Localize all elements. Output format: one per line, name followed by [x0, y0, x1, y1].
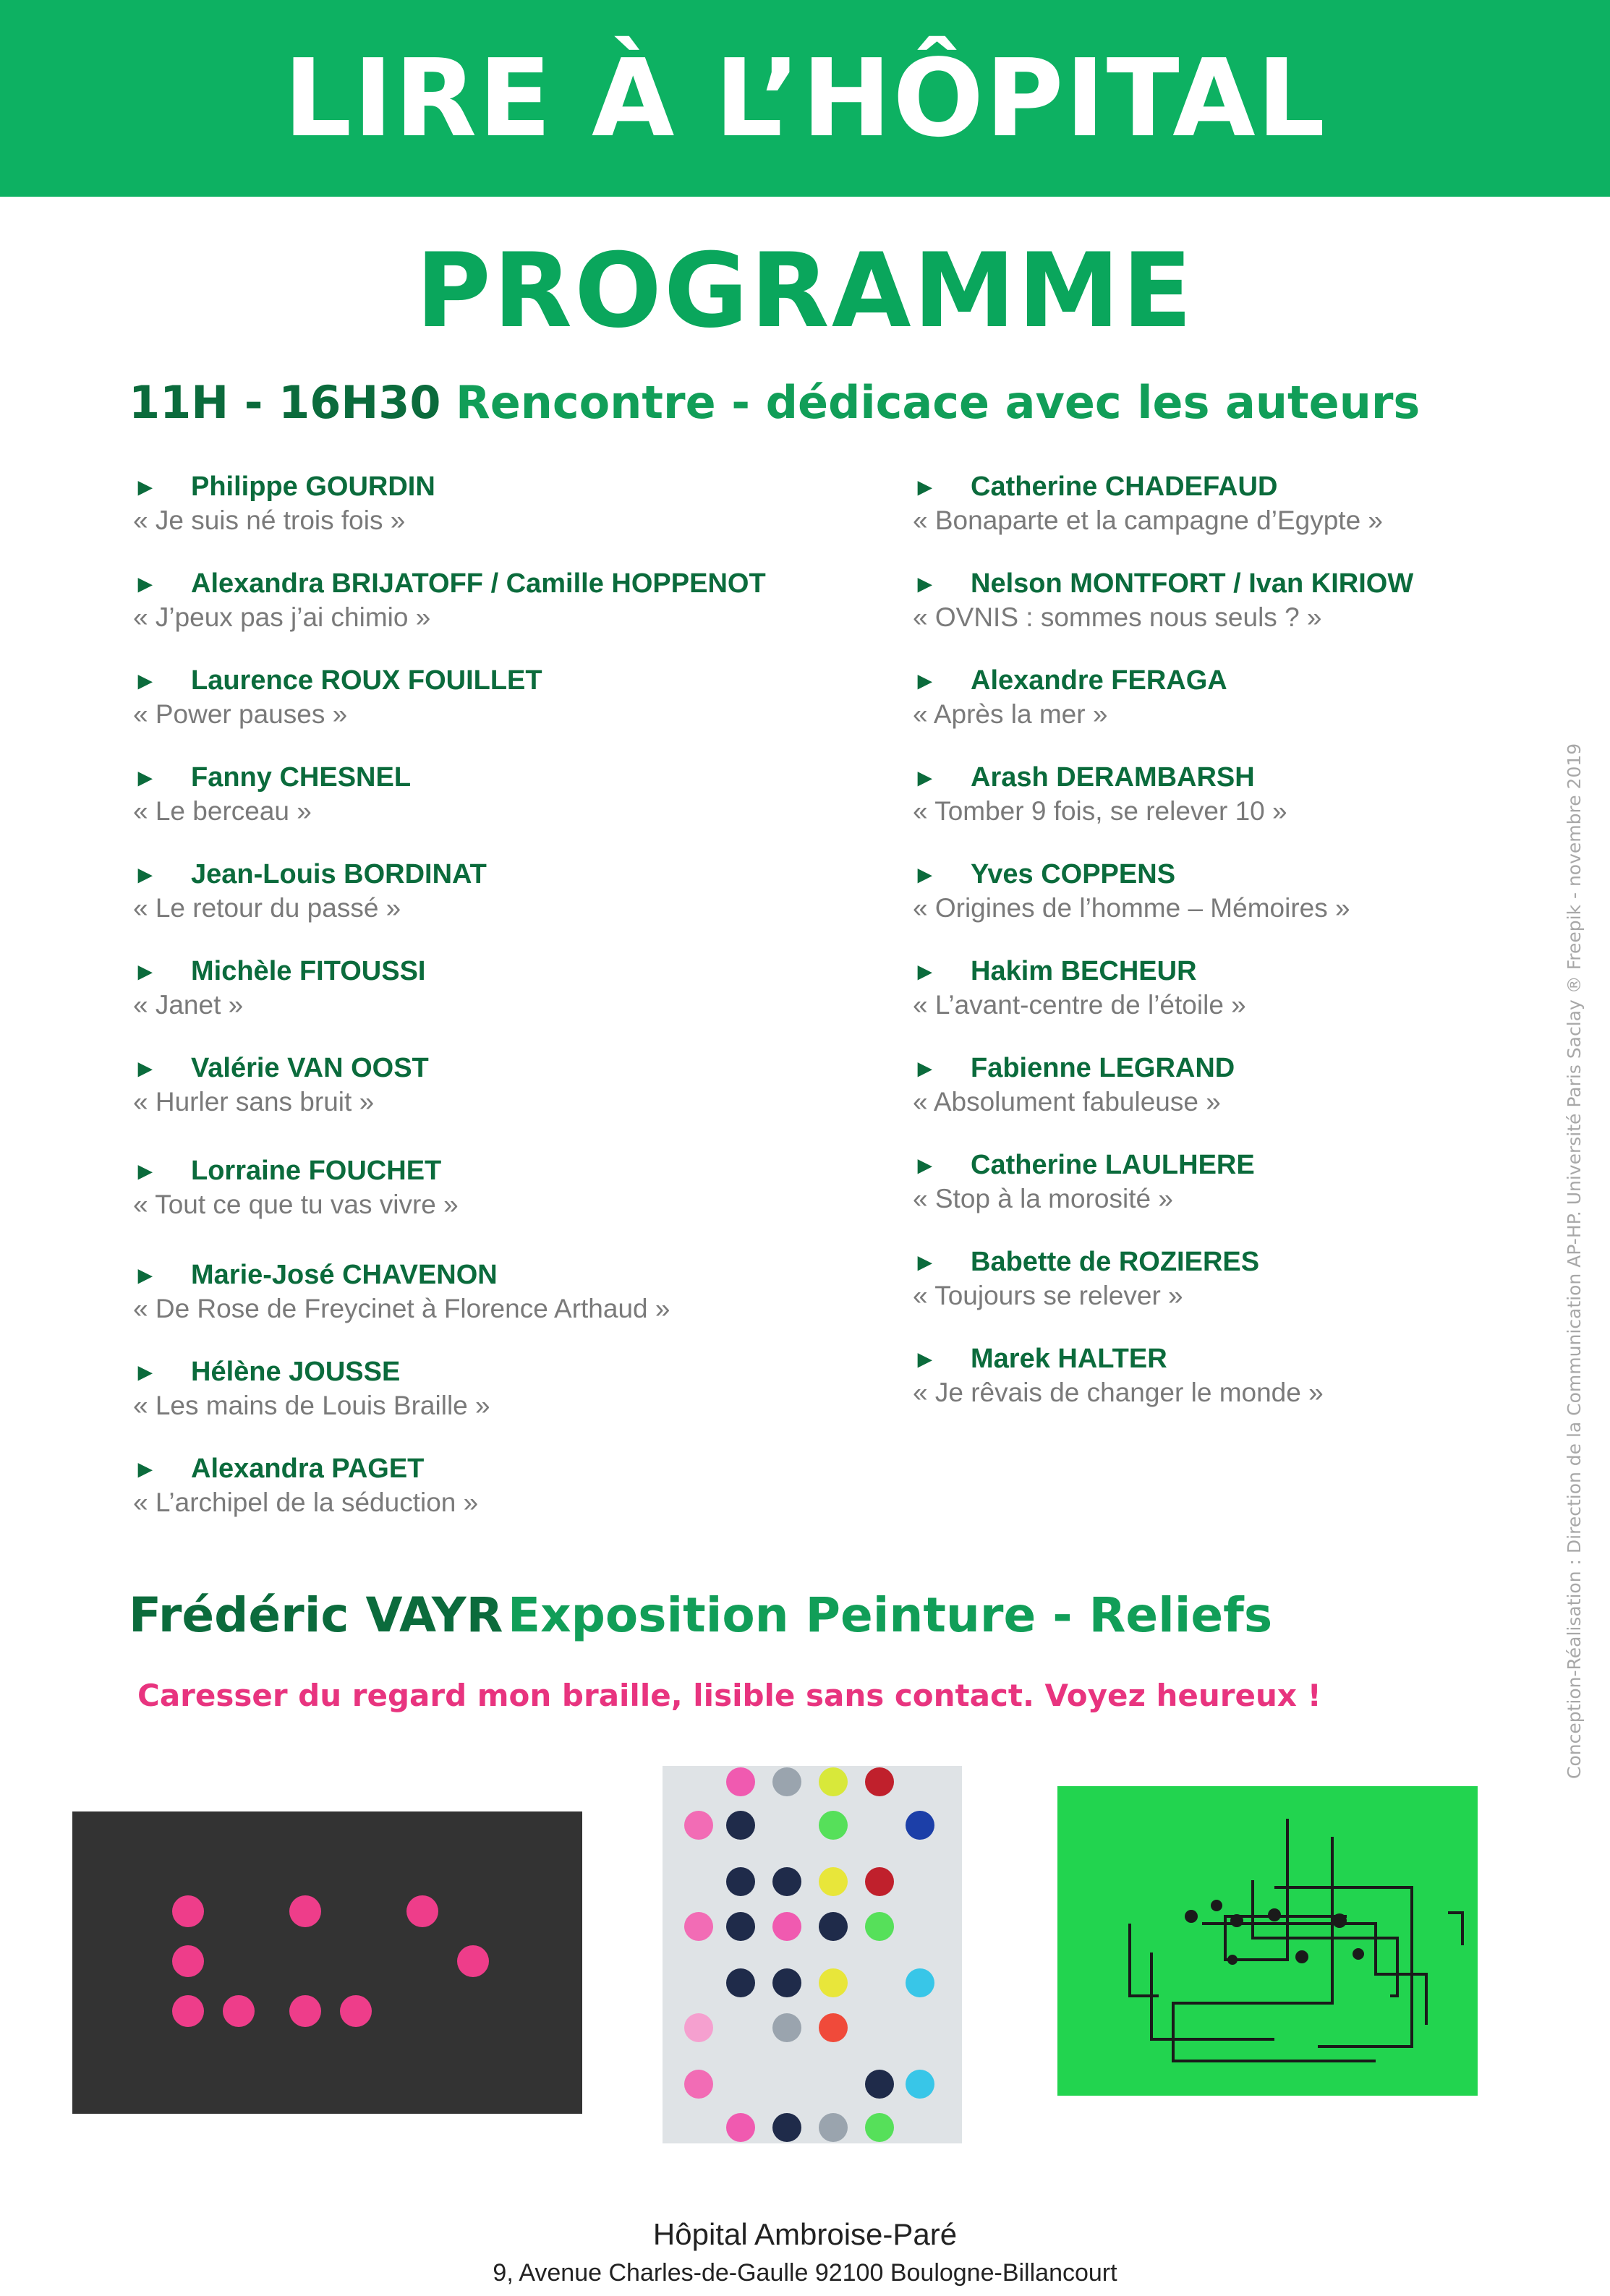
- braille-dots-image: [72, 1811, 582, 2114]
- book-title: « Le berceau »: [133, 796, 312, 826]
- artwork-colored-dots: [663, 1766, 962, 2143]
- author-entry: [913, 470, 1383, 537]
- arrow-right-icon: ►: [913, 1346, 937, 1373]
- arrow-right-icon: ►: [913, 958, 937, 986]
- book-title: « Après la mer »: [913, 699, 1108, 729]
- schedule-time: 11H - 16H30: [129, 376, 441, 429]
- author-name: [133, 1154, 459, 1188]
- author-name-text: Lorraine FOUCHET: [191, 1156, 442, 1186]
- arrow-right-icon: ►: [913, 1249, 937, 1276]
- author-name: [913, 567, 1413, 601]
- arrow-right-icon: ►: [913, 474, 937, 501]
- author-entry: [133, 664, 542, 731]
- author-name-text: Fabienne LEGRAND: [971, 1053, 1235, 1083]
- book-title: « Power pauses »: [133, 699, 348, 729]
- author-name: [133, 567, 766, 601]
- arrow-right-icon: ►: [913, 764, 937, 792]
- author-name: [913, 858, 1350, 892]
- arrow-right-icon: ►: [913, 1152, 937, 1179]
- footer-address: 9, Avenue Charles-de-Gaulle 92100 Boulogne-Billancourt: [493, 2259, 1117, 2287]
- author-name-text: Alexandre FERAGA: [971, 665, 1227, 696]
- author-entry: [913, 1245, 1259, 1313]
- author-name: [133, 1258, 670, 1292]
- arrow-right-icon: ►: [133, 764, 158, 792]
- author-name: [133, 955, 425, 989]
- colored-dots-image: [663, 1766, 962, 2143]
- footer-hospital-name: Hôpital Ambroise-Paré: [652, 2217, 958, 2251]
- author-name: [133, 761, 411, 795]
- author-name-text: Hélène JOUSSE: [191, 1357, 401, 1387]
- author-name-text: Fanny CHESNEL: [191, 762, 412, 793]
- author-entry: [913, 567, 1413, 634]
- arrow-right-icon: ►: [913, 861, 937, 889]
- author-name: [913, 955, 1246, 989]
- author-entry: [133, 1051, 429, 1119]
- author-name-text: Nelson MONTFORT / Ivan KIRIOW: [971, 568, 1414, 599]
- arrow-right-icon: ►: [133, 474, 158, 501]
- author-name-text: Alexandra BRIJATOFF / Camille HOPPENOT: [191, 568, 766, 599]
- author-entry: [133, 858, 487, 925]
- book-title: « Stop à la morosité »: [913, 1184, 1173, 1213]
- author-name-text: Michèle FITOUSSI: [191, 956, 426, 986]
- author-entry: [133, 470, 435, 537]
- credit-text: Conception-Réalisation : Direction de la Communication AP-HP. Université Paris Saclay ® Freepik - novembre 2019: [1564, 743, 1585, 1779]
- author-name-text: Alexandra PAGET: [191, 1454, 425, 1484]
- author-entry: [133, 1452, 478, 1519]
- exhibition-title: Exposition Peinture - Reliefs: [508, 1587, 1273, 1643]
- book-title: « Je suis né trois fois »: [133, 505, 406, 535]
- author-entry: [133, 955, 425, 1022]
- header-banner: [0, 0, 1610, 197]
- book-title: « Origines de l’homme – Mémoires »: [913, 893, 1350, 923]
- book-title: « Les mains de Louis Braille »: [133, 1391, 490, 1420]
- author-name-text: Catherine CHADEFAUD: [971, 471, 1278, 502]
- artwork-green-lines: [1057, 1786, 1478, 2096]
- author-name: [913, 1148, 1255, 1182]
- author-name-text: Babette de ROZIERES: [971, 1247, 1260, 1277]
- book-title: « Tomber 9 fois, se relever 10 »: [913, 796, 1287, 826]
- exhibition-artist: Frédéric VAYR: [129, 1587, 503, 1643]
- exhibition-tagline: Caresser du regard mon braille, lisible sans contact. Voyez heureux !: [137, 1678, 1321, 1713]
- book-title: « OVNIS : sommes nous seuls ? »: [913, 602, 1322, 632]
- author-entry: [913, 664, 1227, 731]
- author-entry: [133, 567, 766, 634]
- author-name: [913, 470, 1383, 504]
- arrow-right-icon: ►: [133, 861, 158, 889]
- author-entry: [133, 761, 411, 828]
- programme-heading: PROGRAMME: [415, 231, 1195, 351]
- arrow-right-icon: ►: [133, 667, 158, 695]
- author-entry: [913, 761, 1287, 828]
- author-name-text: Valérie VAN OOST: [191, 1053, 429, 1083]
- author-name: [133, 1355, 490, 1389]
- author-name: [913, 761, 1287, 795]
- author-name: [133, 1051, 429, 1085]
- author-name: [913, 1051, 1235, 1085]
- author-name: [133, 470, 435, 504]
- book-title: « Absolument fabuleuse »: [913, 1087, 1221, 1117]
- author-name-text: Catherine LAULHERE: [971, 1150, 1255, 1180]
- author-entry: [913, 858, 1350, 925]
- book-title: « Le retour du passé »: [133, 893, 401, 923]
- author-name-text: Philippe GOURDIN: [191, 471, 435, 502]
- book-title: « Tout ce que tu vas vivre »: [133, 1190, 459, 1219]
- arrow-right-icon: ►: [133, 1262, 158, 1289]
- author-name-text: Hakim BECHEUR: [971, 956, 1197, 986]
- author-name-text: Yves COPPENS: [971, 859, 1176, 889]
- book-title: « L’avant-centre de l’étoile »: [913, 990, 1246, 1020]
- banner-title: LIRE À L’HÔPITAL: [283, 36, 1327, 161]
- line-drawing-image: [1057, 1786, 1478, 2096]
- book-title: « L’archipel de la séduction »: [133, 1488, 479, 1517]
- arrow-right-icon: ►: [133, 1055, 158, 1083]
- schedule-subtitle: Rencontre - dédicace avec les auteurs: [456, 376, 1421, 429]
- book-title: « Toujours se relever »: [913, 1281, 1183, 1310]
- arrow-right-icon: ►: [133, 571, 158, 598]
- author-name-text: Arash DERAMBARSH: [971, 762, 1255, 793]
- author-name-text: Laurence ROUX FOUILLET: [191, 665, 542, 696]
- author-name: [133, 858, 487, 892]
- author-name-text: Marie-José CHAVENON: [191, 1260, 498, 1290]
- arrow-right-icon: ►: [133, 1456, 158, 1483]
- artwork-braille-dark: [72, 1811, 582, 2114]
- author-name-text: Jean-Louis BORDINAT: [191, 859, 487, 889]
- book-title: « Janet »: [133, 990, 244, 1020]
- book-title: « J’peux pas j’ai chimio »: [133, 602, 431, 632]
- author-entry: [133, 1355, 490, 1422]
- book-title: « De Rose de Freycinet à Florence Arthaud »: [133, 1294, 670, 1323]
- author-entry: [133, 1258, 670, 1326]
- author-entry: [133, 1154, 459, 1221]
- book-title: « Je rêvais de changer le monde »: [913, 1378, 1324, 1407]
- arrow-right-icon: ►: [913, 571, 937, 598]
- author-name: [913, 1342, 1324, 1376]
- arrow-right-icon: ►: [133, 1359, 158, 1386]
- arrow-right-icon: ►: [913, 667, 937, 695]
- author-entry: [913, 955, 1246, 1022]
- author-entry: [913, 1342, 1324, 1409]
- arrow-right-icon: ►: [133, 958, 158, 986]
- book-title: « Hurler sans bruit »: [133, 1087, 375, 1117]
- arrow-right-icon: ►: [913, 1055, 937, 1083]
- author-name: [133, 1452, 478, 1486]
- author-name: [913, 1245, 1259, 1279]
- book-title: « Bonaparte et la campagne d’Egypte »: [913, 505, 1384, 535]
- arrow-right-icon: ►: [133, 1158, 158, 1185]
- author-entry: [913, 1148, 1255, 1216]
- author-entry: [913, 1051, 1235, 1119]
- author-name-text: Marek HALTER: [971, 1344, 1167, 1374]
- author-name: [913, 664, 1227, 698]
- author-name: [133, 664, 542, 698]
